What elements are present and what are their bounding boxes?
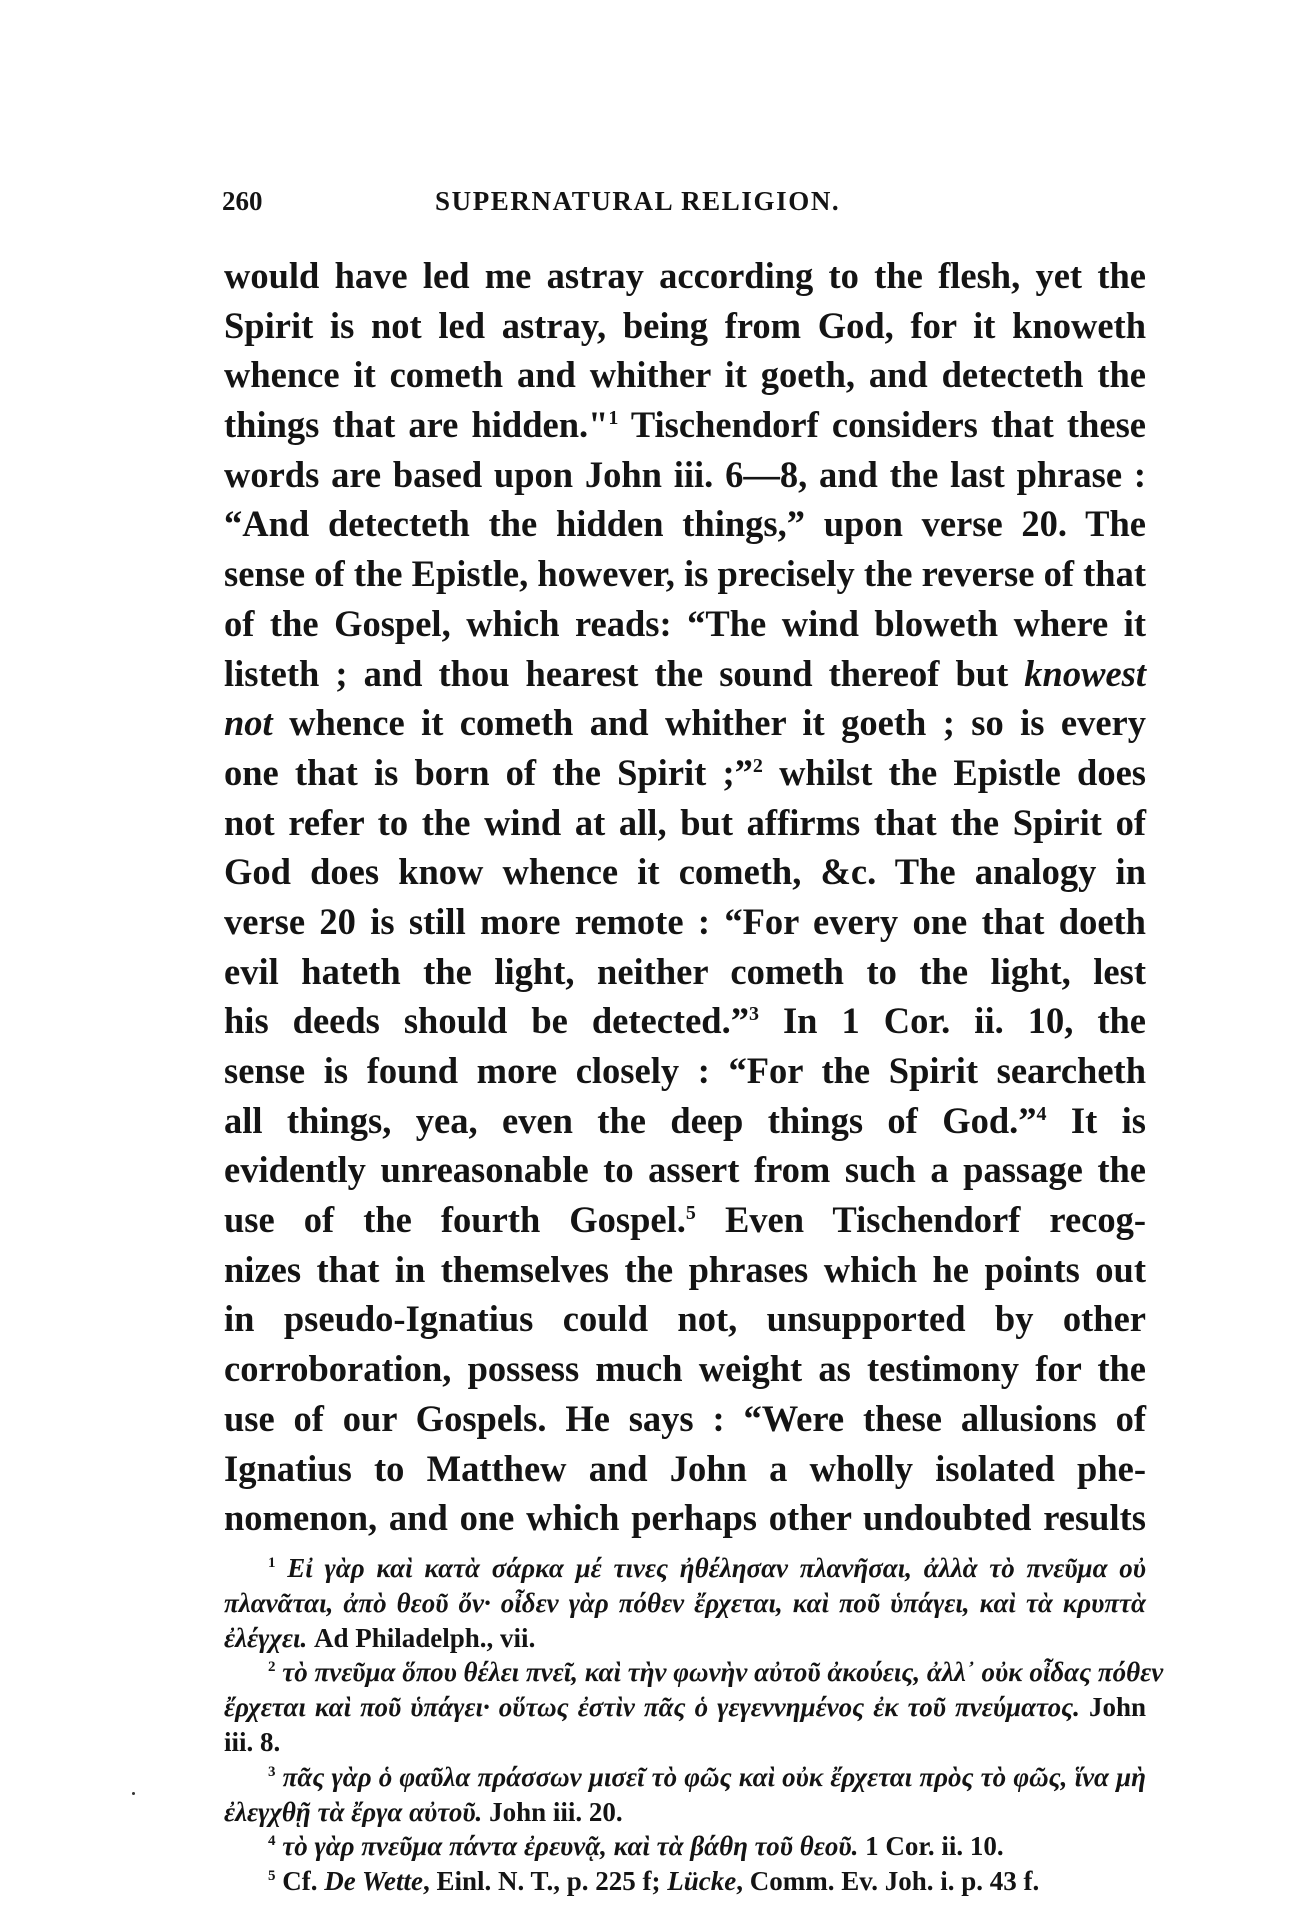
body-line bbox=[224, 599, 1146, 649]
footnote-line bbox=[224, 1621, 1146, 1656]
footnote-marker: 5 bbox=[268, 1868, 276, 1885]
text-segment: use of the fourth Gospel. bbox=[224, 1199, 686, 1241]
text-segment: would have led me astray according to the flesh, yet the bbox=[224, 255, 1146, 296]
text-segment: John bbox=[1079, 1692, 1146, 1723]
footnote-line bbox=[224, 1795, 1146, 1830]
text-segment: in pseudo-Ignatius could not, unsupported by other bbox=[224, 1298, 1146, 1340]
text-segment: Tischendorf considers that these bbox=[618, 404, 1146, 446]
text-segment: “And detecteth the hidden things,” upon verse 20. The bbox=[224, 503, 1146, 545]
body-line bbox=[224, 1394, 1146, 1444]
footnote-line bbox=[224, 1760, 1146, 1795]
text-segment: ἐλέγχει. bbox=[224, 1622, 308, 1653]
footnote-marker: 2 bbox=[752, 754, 763, 777]
text-segment: his deeds should be detected.” bbox=[224, 1000, 749, 1042]
text-segment: not refer to the wind at all, but affirms that the Spirit of bbox=[224, 801, 1146, 843]
text-segment: Lücke bbox=[667, 1866, 737, 1897]
text-segment: verse 20 is still more remote : “For every one that doeth bbox=[224, 900, 1146, 942]
footnote-line bbox=[224, 1864, 1146, 1899]
footnote-line bbox=[224, 1551, 1146, 1586]
body-line bbox=[224, 947, 1146, 997]
footnote-2 bbox=[224, 1655, 1164, 1759]
body-text bbox=[224, 251, 1146, 1543]
text-segment: , Comm. Ev. Joh. i. p. 43 f. bbox=[736, 1866, 1040, 1897]
text-segment: God does know whence it cometh, &c. The analogy in bbox=[224, 851, 1146, 893]
text-segment: John iii. 20. bbox=[482, 1796, 623, 1827]
text-segment: whilst the Epistle does bbox=[762, 751, 1146, 793]
body-line bbox=[224, 698, 1146, 748]
text-segment: sense of the Epistle, however, is precisely the reverse of that bbox=[224, 553, 1146, 595]
body-line bbox=[224, 350, 1146, 400]
text-segment: Εἰ γὰρ καὶ κατὰ σάρκα μέ τινες ἠθέλησαν πλανῆσαι, ἀλλὰ τὸ πνεῦμα οὐ bbox=[275, 1553, 1146, 1583]
footnote-4 bbox=[224, 1829, 1146, 1864]
body-line bbox=[224, 1145, 1146, 1195]
text-segment: corroboration, possess much weight as testimony for the bbox=[224, 1348, 1146, 1390]
text-segment: Even Tischendorf recog- bbox=[695, 1199, 1147, 1241]
body-line bbox=[224, 1294, 1146, 1344]
scan-speck bbox=[132, 1792, 135, 1795]
text-segment: evil hateth the light, neither cometh to the light, lest bbox=[224, 950, 1146, 992]
footnote-line bbox=[224, 1690, 1146, 1725]
footnote-marker: 4 bbox=[268, 1833, 276, 1850]
text-segment: of the Gospel, which reads: “The wind bloweth where it bbox=[224, 602, 1146, 644]
body-line bbox=[224, 1444, 1146, 1494]
footnote-line bbox=[224, 1829, 1146, 1864]
body-line bbox=[224, 897, 1146, 947]
text-segment: ἔρχεται καὶ ποῦ ὑπάγει· οὕτως ἐστὶν πᾶς ὁ γεγεννημένος ἐκ τοῦ πνεύματος. bbox=[224, 1692, 1080, 1723]
text-segment: 1 Cor. ii. 10. bbox=[858, 1831, 1004, 1862]
text-segment: Ignatius to Matthew and John a wholly isolated phe- bbox=[224, 1447, 1146, 1489]
footnote-marker: 1 bbox=[608, 407, 619, 430]
text-segment: words are based upon John iii. 6—8, and the last phrase : bbox=[224, 453, 1146, 495]
footnote-5 bbox=[224, 1864, 1146, 1899]
footnote-marker: 2 bbox=[268, 1659, 276, 1676]
text-segment: evidently unreasonable to assert from such a passage the bbox=[224, 1149, 1146, 1191]
body-line bbox=[224, 996, 1146, 1046]
footnote-marker: 3 bbox=[268, 1763, 276, 1780]
body-line bbox=[224, 649, 1146, 699]
body-line bbox=[224, 748, 1146, 798]
footnote-line bbox=[224, 1725, 1146, 1760]
footnote-1 bbox=[224, 1551, 1146, 1655]
body-line bbox=[224, 1344, 1146, 1394]
footnote-line bbox=[224, 1655, 1164, 1690]
body-line bbox=[224, 1096, 1146, 1146]
body-line bbox=[224, 1046, 1146, 1096]
text-segment: τὸ γὰρ πνεῦμα πάντα ἐρευνᾷ, καὶ τὰ βάθη τοῦ θεοῦ. bbox=[275, 1831, 859, 1862]
running-title: SUPERNATURAL RELIGION. bbox=[435, 186, 841, 216]
body-line bbox=[224, 549, 1146, 599]
body-line bbox=[224, 1245, 1146, 1295]
body-line bbox=[224, 1493, 1146, 1543]
body-line bbox=[224, 400, 1146, 450]
text-segment: use of our Gospels. He says : “Were these allusions of bbox=[224, 1397, 1146, 1439]
text-segment: knowest bbox=[1024, 652, 1146, 694]
footnotes bbox=[224, 1551, 1164, 1899]
text-segment: listeth ; and thou hearest the sound thereof but bbox=[224, 652, 1025, 694]
text-segment: whence it cometh and whither it goeth, and detecteth the bbox=[224, 354, 1146, 396]
body-line bbox=[224, 1195, 1146, 1245]
text-segment: , Einl. N. T., p. 225 f; bbox=[422, 1866, 668, 1897]
body-line bbox=[224, 251, 1146, 301]
footnote-marker: 5 bbox=[685, 1202, 696, 1225]
text-segment: ἐλεγχθῇ τὰ ἔργα αὐτοῦ. bbox=[224, 1796, 483, 1827]
text-segment: sense is found more closely : “For the Spirit searcheth bbox=[224, 1050, 1146, 1091]
text-segment: Ad Philadelph., vii. bbox=[307, 1622, 536, 1653]
body-line bbox=[224, 450, 1146, 500]
text-segment: nizes that in themselves the phrases which he points out bbox=[224, 1248, 1146, 1290]
text-segment: Spirit is not led astray, being from God, for it knoweth bbox=[224, 304, 1146, 346]
footnote-line bbox=[224, 1586, 1146, 1621]
body-line bbox=[224, 798, 1146, 848]
body-line bbox=[224, 301, 1146, 351]
text-segment: De Wette bbox=[324, 1866, 423, 1897]
footnote-marker: 3 bbox=[748, 1003, 759, 1026]
text-segment: things that are hidden." bbox=[224, 404, 609, 446]
text-segment: Cf. bbox=[275, 1866, 325, 1897]
text-segment: πλανᾶται, ἀπὸ θεοῦ ὄν· οἶδεν γὰρ πόθεν ἔρχεται, καὶ ποῦ ὑπάγει, καὶ τὰ κρυπτὰ bbox=[224, 1587, 1146, 1618]
text-segment: τὸ πνεῦμα ὅπου θέλει πνεῖ, καὶ τὴν φωνὴν αὐτοῦ ἀκούεις, ἀλλ᾽ οὐκ οἶδας πόθεν bbox=[275, 1657, 1164, 1688]
footnote-marker: 1 bbox=[268, 1555, 276, 1571]
text-segment: nomenon, and one which perhaps other undoubted results bbox=[224, 1497, 1146, 1539]
text-segment: It is bbox=[1046, 1099, 1146, 1141]
footnote-3 bbox=[224, 1760, 1146, 1830]
text-segment: whence it cometh and whither it goeth ; so is every bbox=[272, 702, 1146, 744]
text-segment: πᾶς γὰρ ὁ φαῦλα πράσσων μισεῖ τὸ φῶς καὶ οὐκ ἔρχεται πρὸς τὸ φῶς, ἵνα μὴ bbox=[275, 1761, 1146, 1792]
text-segment: not bbox=[224, 702, 273, 744]
text-segment: all things, yea, even the deep things of God.” bbox=[224, 1099, 1037, 1141]
body-line bbox=[224, 847, 1146, 897]
text-segment: iii. 8. bbox=[224, 1726, 281, 1757]
body-line bbox=[224, 499, 1146, 549]
text-segment: In 1 Cor. ii. 10, the bbox=[758, 1000, 1146, 1042]
page-number: 260 bbox=[222, 186, 263, 216]
text-segment: one that is born of the Spirit ;” bbox=[224, 751, 753, 793]
footnote-marker: 4 bbox=[1036, 1102, 1047, 1125]
